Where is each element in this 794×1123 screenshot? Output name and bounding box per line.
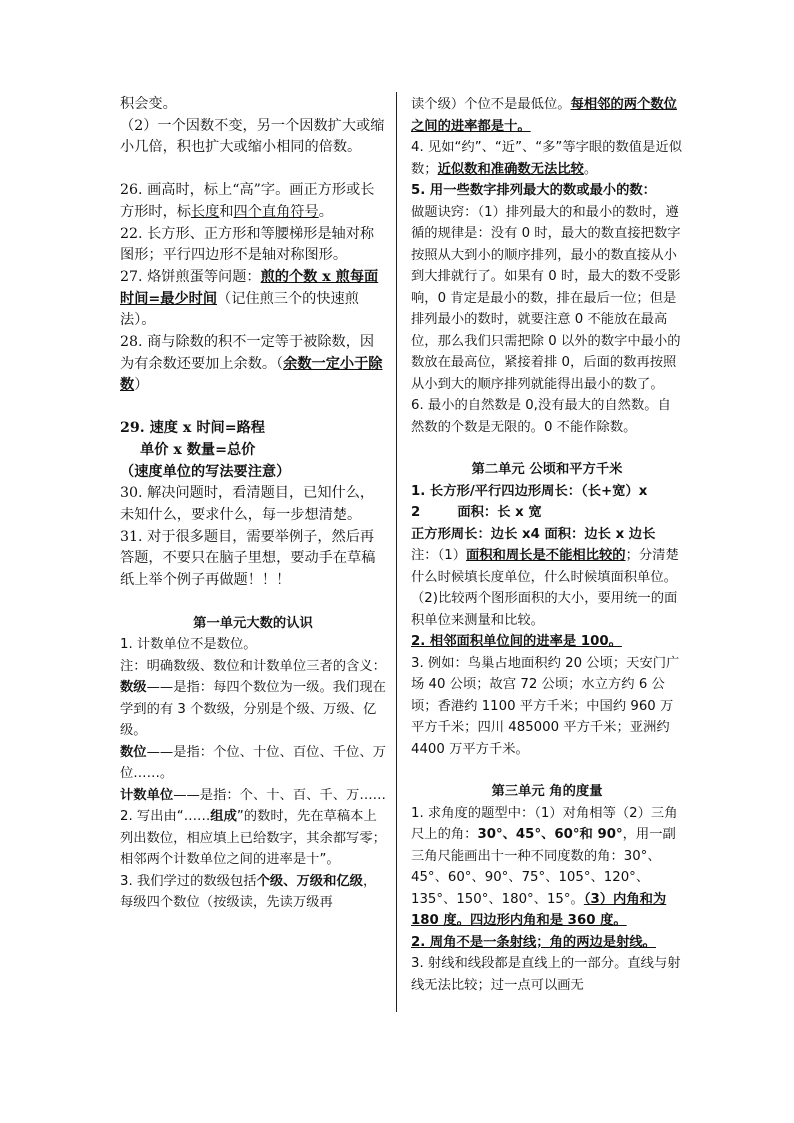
unit1-item-3-cont: 读个级）个位不是最低位。每相邻的两个数位之间的进率都是十。 (411, 97, 677, 134)
square-formula: 正方形周长：边长 x4 面积：边长 x 边长 (411, 526, 656, 542)
shuwei-definition: 数位——是指：个位、十位、百位、千位、万位……。 (120, 744, 386, 782)
unit3-heading: 第三单元 角的度量 (491, 784, 603, 799)
unit2-item-3: 3. 例如：鸟巢占地面积约 20 公顷；天安门广场 40 公顷；故宫 72 公顷；水立方约 6 公顷；香港约 1100 平方千米；中国约 960 万平方千米；四川 485000 平方千米；亚洲约 4400 万平方千米。 (411, 655, 680, 757)
right-column (411, 94, 683, 996)
unit1-item-5-tip: 做题诀窍：（1）排列最大的和最小的数时，遵循的规律是：没有 0 时，最大的数直接把数字按照从大到小的顺序排列，最小的数直接从小到大排就行了。如果有 0 时，最大的数不受影响，0 肯定是最小的数，排在最后一位；但是排列最小的数时，就要注意 0 不能放在最高位，那么我们只需把除 0 以外的数字中最小的数放在最高位，紧接着排 0，后面的数再按照从小到大的顺序排列就能得出最小的数了。 (411, 204, 681, 392)
item-22: 22. 长方形、正方形和等腰梯形是轴对称图形；平行四边形不是轴对称图形。 (120, 225, 375, 264)
item-28: 28. 商与除数的积不一定等于被除数，因为有余数还要加上余数。（余数一定小于除数） (120, 334, 383, 394)
unit3-item-2: 2. 周角不是一条射线；角的两边是射线。 (411, 934, 656, 950)
unit3-item-1: 1. 求角度的题型中：（1）对角相等（2）三角尺上的角：30°、45°、60°和 90°，用一副三角尺能画出十一种不同度数的角：30°、45°、60°、90°、75°、105°、120°、135°、150°、180°、15°。（3）内角和为 180 度。四边形内角和是 360 度。 (411, 805, 678, 928)
text-paragraph: （2）一个因数不变，另一个因数扩大或缩小几倍，积也扩大或缩小相同的倍数。 (120, 117, 385, 156)
left-column (120, 94, 386, 914)
text-line: 积会变。 (120, 96, 177, 112)
unit1-heading: 第一单元大数的认识 (193, 615, 313, 631)
item-31: 31. 对于很多题目，需要举例子，然后再答题，不要只在脑子里想，要动手在草稿纸上举个例子再做题！！！ (120, 528, 376, 589)
shuji-definition: 数级——是指：每四个数位为一级。我们现在学到的有 3 个数级，分别是个级、万级、亿级。 (120, 680, 386, 739)
item-26: 26. 画高时，标上“高”字。画正方形或长方形时，标长度和四个直角符号。 (120, 182, 375, 220)
column-divider (396, 92, 397, 1012)
item-29-title: 29. 速度 x 时间=路程 (120, 420, 265, 437)
unit2-note: 注：（1）面积和周长是不能相比较的；分清楚什么时候填长度单位，什么时候填面积单位。（2)比较两个图形面积的大小，要用统一的面积单位来测量和比较。 (411, 548, 679, 628)
unit1-item-1: 1. 计数单位不是数位。 (120, 637, 257, 653)
item-29-formula: 单价 x 数量=总价 (140, 441, 256, 458)
unit1-item-3: 3. 我们学过的数级包括个级、万级和亿级，每级四个数位（按级读，先读万级再 (120, 873, 377, 911)
unit2-item-2: 2. 相邻面积单位间的进率是 100。 (411, 634, 622, 649)
unit3-item-3: 3. 射线和线段都是直线上的一部分。直线与射线无法比较；过一点可以画无 (411, 956, 681, 993)
unit1-note: 注：明确数级、数位和计数单位三者的含义： (120, 658, 386, 674)
unit2-item-1: 1. 长方形/平行四边形周长：（长+宽）x 2 面积：长 x 宽 (411, 483, 648, 520)
jishu-definition: 计数单位——是指：个、十、百、千、万…… (120, 787, 386, 803)
unit1-item-2: 2. 写出由“……组成”的数时，先在草稿本上列出数位，相应填上已给数字，其余都写零；相邻两个计数单位之间的进率是十”。 (120, 809, 386, 868)
item-30: 30. 解决问题时，看清题目，已知什么，未知什么，要求什么，每一步想清楚。 (120, 485, 375, 523)
unit1-item-5: 5. 用一些数字排列最大的数或最小的数： (411, 183, 656, 198)
item-29-note: （速度单位的写法要注意） (120, 463, 291, 480)
unit1-item-4: 4. 见如“约”、“近”、“多”等字眼的数值是近似数；近似数和准确数无法比较。 (411, 140, 682, 177)
item-27: 27. 烙饼煎蛋等问题：煎的个数 x 煎每面时间=最少时间（记住煎三个的快速煎法）。 (120, 268, 379, 329)
unit2-heading: 第二单元 公顷和平方千米 (471, 462, 623, 477)
unit1-item-6: 6. 最小的自然数是 0,没有最大的自然数。自然数的个数是无限的。0 不能作除数。 (411, 398, 671, 435)
